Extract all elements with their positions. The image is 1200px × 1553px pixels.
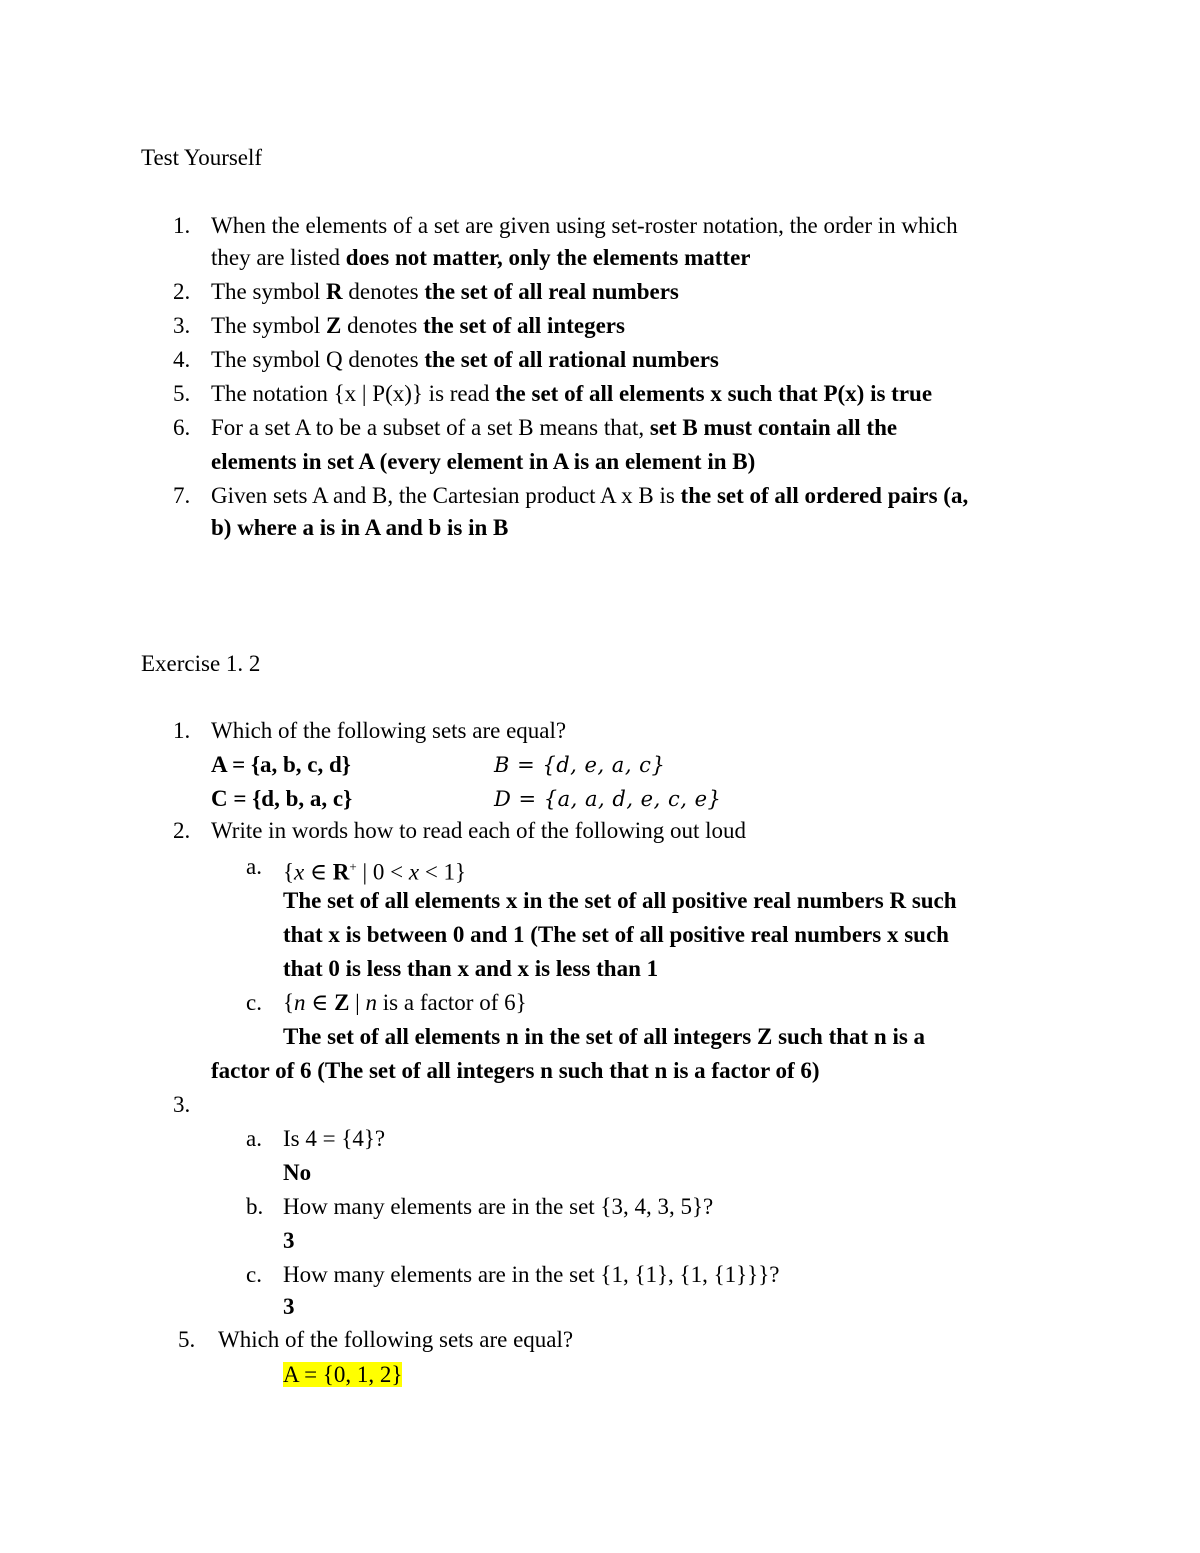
list-item-text: [211, 413, 897, 443]
answer-text: The set of all elements x in the set of all positive real numbers R such: [283, 888, 957, 913]
question-text: Which of the following sets are equal?: [218, 1327, 574, 1352]
math-variable: x: [408, 859, 420, 885]
answer-text: b) where a is in A and b is in B: [211, 515, 509, 540]
list-number: 3.: [173, 1092, 191, 1117]
list-number: 7.: [173, 483, 191, 508]
math-superscript: +: [349, 859, 357, 874]
list-number: 1.: [173, 718, 191, 743]
set-b: B = {d, e, a, c}: [494, 753, 666, 777]
question-text: Write in words how to read each of the following out loud: [211, 818, 746, 843]
highlighted-set-a: [283, 1360, 402, 1390]
list-item-text: [211, 345, 719, 375]
answer-text: that x is between 0 and 1 (The set of all positive real numbers x such: [283, 922, 949, 947]
answer-text: that 0 is less than x and x is less than 1: [283, 956, 659, 981]
math-text: ∈: [304, 859, 333, 885]
plain-text: The symbol: [211, 279, 326, 304]
math-text: {: [283, 990, 295, 1015]
math-text: | 0 <: [356, 859, 409, 885]
sub-label: c.: [246, 990, 262, 1015]
list-item-text: [211, 277, 679, 307]
list-number: 3.: [173, 313, 191, 338]
set-builder-expression: [283, 988, 527, 1018]
plain-text: Given sets A and B, the Cartesian product A x B is: [211, 483, 681, 508]
answer-text: factor of 6 (The set of all integers n such that n is a factor of 6): [211, 1058, 820, 1083]
plain-text: The notation {x | P(x)} is read: [211, 381, 496, 406]
list-number: 1.: [173, 213, 191, 238]
answer-text: elements in set A (every element in A is an element in B): [211, 449, 756, 474]
list-item-text: [211, 379, 932, 409]
list-number: 2.: [173, 818, 191, 843]
sub-label: c.: [246, 1262, 262, 1287]
set-a: A = {a, b, c, d}: [211, 752, 351, 777]
answer-text: 3: [283, 1294, 295, 1319]
math-variable: x: [294, 859, 305, 885]
math-text: |: [349, 990, 366, 1015]
math-symbol: R: [332, 859, 350, 885]
answer-text: No: [283, 1160, 312, 1185]
list-item-text: [211, 243, 751, 273]
math-text: < 1}: [419, 859, 467, 885]
answer-text: does not matter, only the elements matter: [345, 245, 751, 270]
list-number: 5.: [173, 381, 191, 406]
symbol-text: Z: [326, 313, 342, 338]
plain-text: denotes: [342, 279, 425, 304]
symbol-text: R: [326, 279, 343, 304]
answer-text: the set of all elements x such that P(x) is true: [495, 381, 933, 406]
plain-text: they are listed: [211, 245, 346, 270]
list-item-text: [211, 481, 968, 511]
set-c: C = {d, b, a, c}: [211, 786, 353, 811]
list-item-text: [211, 311, 625, 341]
plain-text: The symbol: [211, 313, 326, 338]
sub-label: b.: [246, 1194, 264, 1219]
math-variable: n: [365, 990, 378, 1015]
answer-text: the set of all integers: [423, 313, 625, 338]
question-text: How many elements are in the set {3, 4, 3, 5}?: [283, 1194, 714, 1219]
answer-text: the set of all rational numbers: [424, 347, 719, 372]
plain-text: denotes: [341, 313, 424, 338]
answer-text: 3: [283, 1228, 295, 1253]
list-number: 6.: [173, 415, 191, 440]
plain-text: The symbol Q denotes: [211, 347, 425, 372]
math-text: is a factor of 6}: [377, 990, 527, 1015]
answer-text: the set of all ordered pairs (a,: [680, 483, 969, 508]
answer-text: the set of all real numbers: [424, 279, 679, 304]
plain-text: For a set A to be a subset of a set B means that,: [211, 415, 650, 440]
list-number: 5.: [178, 1327, 196, 1352]
list-number: 4.: [173, 347, 191, 372]
answer-text: The set of all elements n in the set of all integers Z such that n is a: [283, 1024, 926, 1049]
question-text: How many elements are in the set {1, {1}, {1, {1}}}?: [283, 1262, 780, 1287]
highlighted-text: A = {0, 1, 2}: [283, 1362, 403, 1387]
list-number: 2.: [173, 279, 191, 304]
math-text: {: [283, 859, 295, 885]
list-item-text: When the elements of a set are given using set-roster notation, the order in which: [211, 213, 958, 238]
math-variable: n: [294, 990, 306, 1015]
question-text: Is 4 = {4}?: [283, 1126, 386, 1151]
math-symbol: Z: [334, 990, 350, 1015]
question-text: Which of the following sets are equal?: [211, 718, 567, 743]
section-heading-test-yourself: Test Yourself: [141, 145, 263, 170]
set-d: D = {a, a, d, e, c, e}: [494, 787, 722, 811]
sub-label: a.: [246, 854, 262, 879]
set-builder-expression: [283, 852, 466, 888]
math-text: ∈: [305, 990, 335, 1015]
sub-label: a.: [246, 1126, 262, 1151]
section-heading-exercise: Exercise 1. 2: [141, 651, 261, 676]
answer-text: set B must contain all the: [649, 415, 898, 440]
